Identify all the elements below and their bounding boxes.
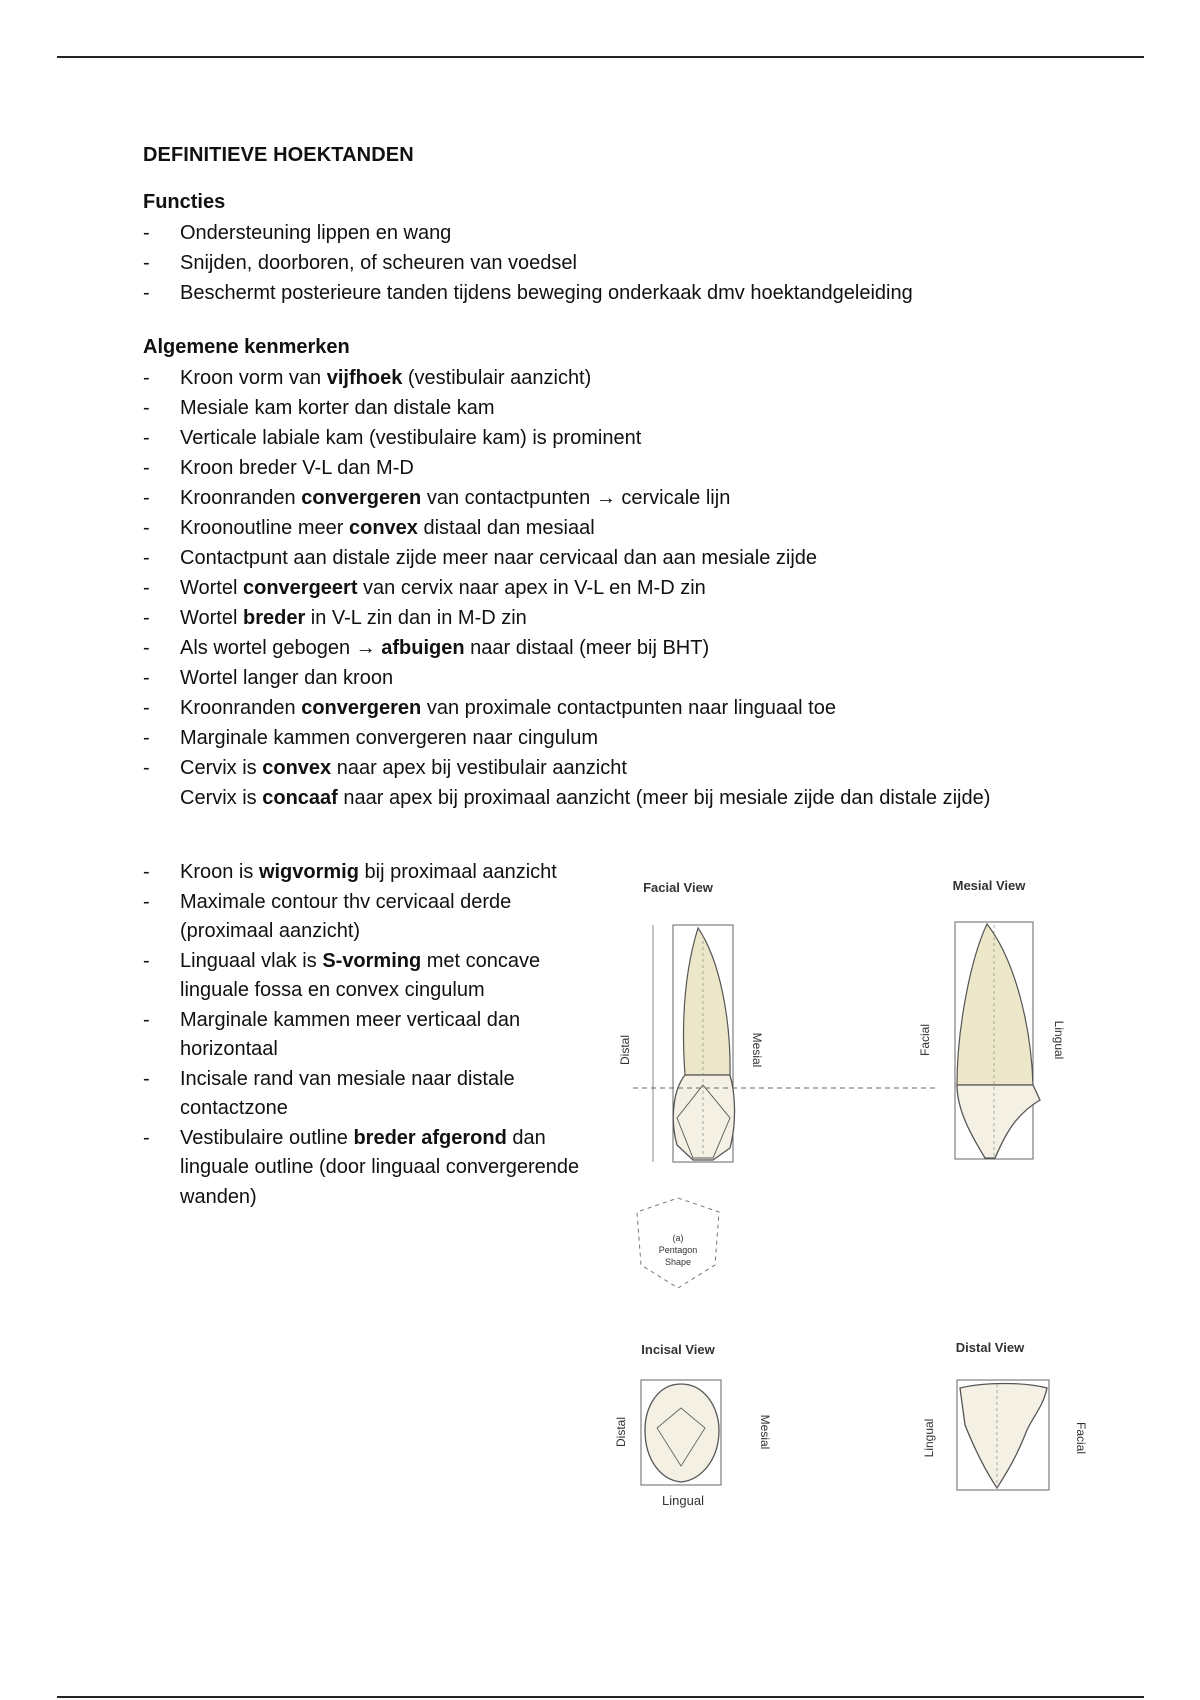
header-rule bbox=[57, 56, 1144, 58]
distal-facial-label: Facial bbox=[1074, 1421, 1088, 1455]
facial-root bbox=[684, 928, 731, 1075]
list-item: - Maximale contour thv cervicaal derde (proximaal aanzicht) bbox=[143, 888, 583, 947]
list-item: - Kroon vorm van vijfhoek (vestibulair aanzicht) bbox=[143, 363, 1023, 393]
emphasis: convergeren bbox=[301, 697, 422, 719]
pentagon-label-line1: Pentagon bbox=[658, 1245, 698, 1255]
mesial-view-tooth bbox=[918, 922, 1066, 1159]
list-item: - Incisale rand van mesiale naar distale contactzone bbox=[143, 1065, 583, 1124]
document-body bbox=[143, 144, 1023, 813]
emphasis: convergeren bbox=[301, 487, 422, 509]
facial-view-tooth bbox=[618, 925, 764, 1162]
facial-mesial-label: Mesial bbox=[750, 1032, 764, 1068]
kenmerken-list-continued bbox=[143, 858, 583, 1212]
emphasis: convergeert bbox=[242, 577, 358, 599]
mesial-crown bbox=[957, 1085, 1040, 1158]
mesial-lingual-label: Lingual bbox=[1052, 1020, 1066, 1060]
pentagon-shape bbox=[637, 1198, 719, 1288]
pentagon-label-line2: Shape bbox=[664, 1257, 692, 1267]
pentagon-outline bbox=[637, 1198, 719, 1288]
facial-view-label: Facial View bbox=[643, 880, 713, 895]
list-item: - Linguaal vlak is S-vorming met concave linguale fossa en convex cingulum bbox=[143, 947, 583, 1006]
emphasis: convex bbox=[348, 517, 418, 539]
incisal-view-tooth bbox=[614, 1380, 772, 1508]
incisal-outline bbox=[645, 1384, 719, 1482]
footer-rule bbox=[57, 1696, 1144, 1698]
list-item: - Verticale labiale kam (vestibulaire kam) is prominent bbox=[143, 423, 1023, 453]
emphasis: S-vorming bbox=[322, 949, 422, 972]
incisal-distal-label: Distal bbox=[614, 1416, 628, 1448]
canine-diagram-svg bbox=[585, 860, 1130, 1520]
incisal-view-label: Incisal View bbox=[641, 1342, 715, 1357]
emphasis: wigvormig bbox=[258, 861, 359, 883]
kenmerken-list-2 bbox=[143, 858, 583, 1212]
emphasis: breder afgerond bbox=[353, 1126, 507, 1149]
distal-view-tooth bbox=[922, 1380, 1088, 1490]
list-item: - Als wortel gebogen → afbuigen naar distaal (meer bij BHT) bbox=[143, 633, 1023, 663]
pentagon-label-a: (a) bbox=[672, 1233, 684, 1243]
page-title: DEFINITIEVE HOEKTANDEN bbox=[143, 144, 414, 166]
mesial-facial-label: Facial bbox=[918, 1023, 932, 1057]
list-item: - Contactpunt aan distale zijde meer naar cervicaal dan aan mesiale zijde bbox=[143, 543, 1023, 573]
list-item: - Wortel breder in V-L zin dan in M-D zin bbox=[143, 603, 1023, 633]
list-item: - Marginale kammen convergeren naar cingulum bbox=[143, 723, 1023, 753]
list-item: - Kroon breder V-L dan M-D bbox=[143, 453, 1023, 483]
section-heading-functies: Functies bbox=[143, 191, 226, 213]
emphasis: breder bbox=[242, 607, 306, 629]
mesial-view-label: Mesial View bbox=[952, 878, 1026, 893]
emphasis: convex bbox=[262, 757, 332, 779]
canine-diagram bbox=[585, 860, 1130, 1520]
list-item: - Kroonranden convergeren van proximale contactpunten naar linguaal toe bbox=[143, 693, 1023, 723]
emphasis: vijfhoek bbox=[326, 367, 403, 389]
distal-view-label: Distal View bbox=[955, 1340, 1025, 1355]
incisal-mesial-label: Mesial bbox=[758, 1414, 772, 1450]
list-item: - Ondersteuning lippen en wang bbox=[143, 218, 1023, 248]
incisal-lingual-label: Lingual bbox=[662, 1493, 704, 1508]
list-item: - Snijden, doorboren, of scheuren van voedsel bbox=[143, 248, 1023, 278]
facial-distal-label: Distal bbox=[618, 1034, 632, 1066]
list-item: - Kroonranden convergeren van contactpunten → cervicale lijn bbox=[143, 483, 1023, 513]
list-item: - Wortel convergeert van cervix naar apex in V-L en M-D zin bbox=[143, 573, 1023, 603]
list-item: - Beschermt posterieure tanden tijdens beweging onderkaak dmv hoektandgeleiding bbox=[143, 278, 1023, 308]
list-item: - Marginale kammen meer verticaal dan horizontaal bbox=[143, 1006, 583, 1065]
distal-outline bbox=[960, 1384, 1047, 1489]
list-item: - Mesiale kam korter dan distale kam bbox=[143, 393, 1023, 423]
list-item: - Wortel langer dan kroon bbox=[143, 663, 1023, 693]
section-heading-kenmerken: Algemene kenmerken bbox=[143, 336, 350, 358]
functies-list bbox=[143, 218, 1023, 308]
list-item-continuation: Cervix is concaaf naar apex bij proximaal aanzicht (meer bij mesiale zijde dan distale zijde) bbox=[180, 787, 991, 809]
list-item: - Cervix is convex naar apex bij vestibulair aanzicht bbox=[143, 753, 1023, 783]
emphasis: afbuigen bbox=[381, 637, 465, 659]
list-item: - Kroon is wigvormig bij proximaal aanzicht bbox=[143, 858, 583, 888]
kenmerken-list bbox=[143, 363, 1023, 783]
list-item: - Vestibulaire outline breder afgerond dan linguale outline (door linguaal convergerende wanden) bbox=[143, 1124, 583, 1213]
list-item: - Kroonoutline meer convex distaal dan mesiaal bbox=[143, 513, 1023, 543]
distal-lingual-label: Lingual bbox=[922, 1418, 936, 1458]
mesial-root bbox=[957, 924, 1033, 1085]
emphasis: concaaf bbox=[262, 787, 338, 809]
